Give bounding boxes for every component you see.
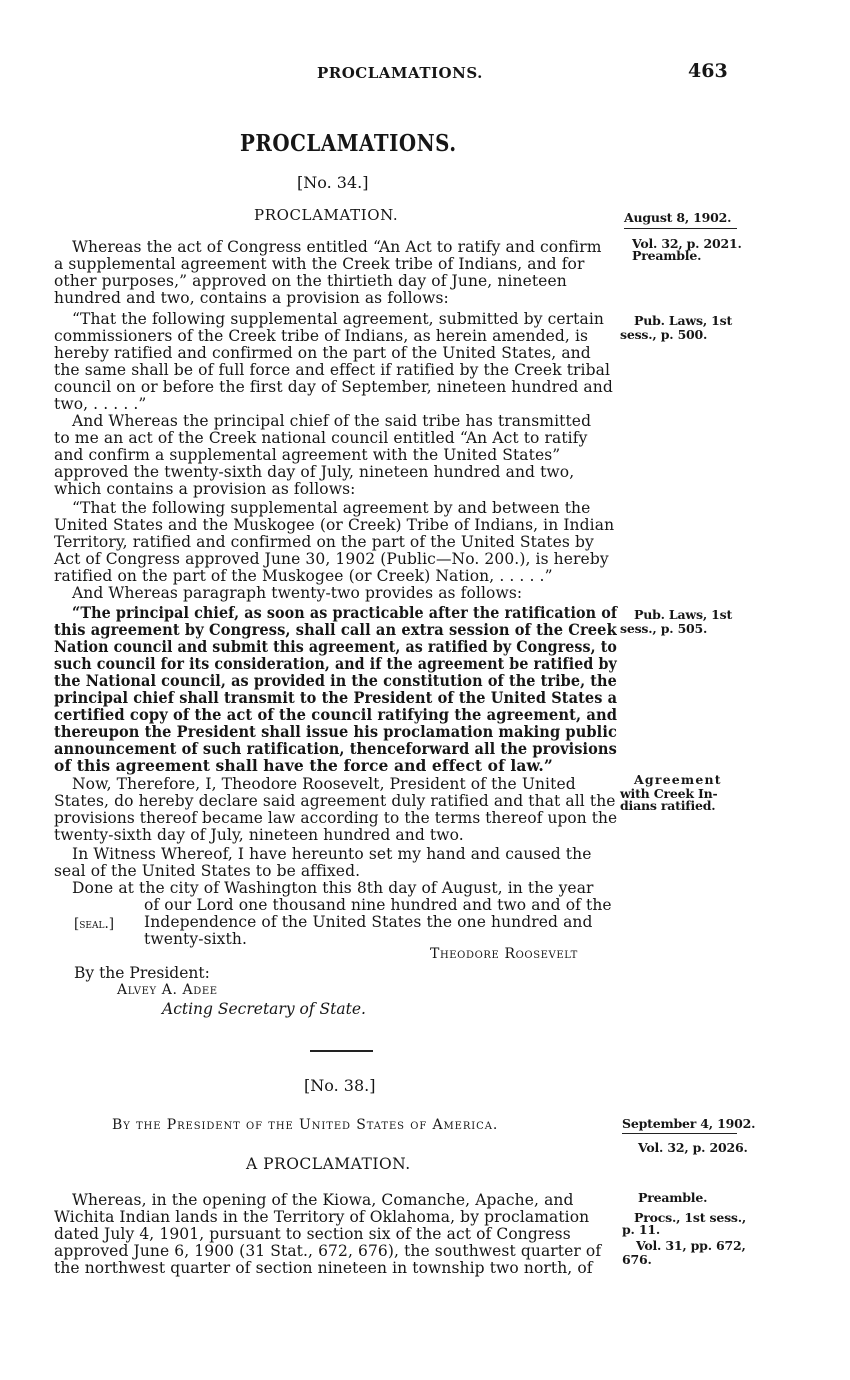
- text-line: “The principal chief, as soon as practicable after the ratification of: [72, 603, 618, 622]
- secretary-title: Acting Secretary of State.: [162, 1000, 366, 1018]
- proclamation-34-heading: PROCLAMATION.: [254, 206, 399, 224]
- text-line: And Whereas the principal chief of the said tribe has transmitted: [72, 412, 592, 430]
- margin-note: Vol. 32, p. 2026.: [638, 1140, 748, 1155]
- text-line: twenty-sixth.: [144, 930, 247, 948]
- margin-note: sess., p. 500.: [620, 327, 708, 342]
- text-line: Wichita Indian lands in the Territory of Oklahoma, by proclamation: [54, 1208, 590, 1226]
- secretary-name: Alvey A. Adee: [117, 982, 218, 998]
- text-line: approved June 6, 1900 (31 Stat., 672, 676), the southwest quarter of: [54, 1242, 602, 1260]
- text-line: In Witness Whereof, I have hereunto set my hand and caused the: [72, 845, 592, 863]
- margin-note: dians ratified.: [620, 798, 716, 813]
- text-line: “That the following supplemental agreement by and between the: [72, 499, 591, 517]
- text-line: to me an act of the Creek national council entitled “An Act to ratify: [54, 429, 588, 447]
- proclamation-34-date: August 8, 1902.: [624, 210, 732, 225]
- section-title: PROCLAMATIONS.: [240, 130, 457, 157]
- running-head-title: PROCLAMATIONS.: [317, 64, 483, 82]
- text-line: hereby ratified and confirmed on the part of the United States, and: [54, 344, 591, 362]
- text-line: and confirm a supplemental agreement with the United States”: [54, 446, 561, 464]
- text-line: Act of Congress approved June 30, 1902 (Public—No. 200.), is hereby: [54, 550, 609, 568]
- text-line: which contains a provision as follows:: [54, 480, 356, 498]
- text-line: other purposes,” approved on the thirtieth day of June, nineteen: [54, 272, 567, 290]
- margin-note: with Creek In-: [620, 786, 718, 801]
- margin-note: p. 11.: [622, 1222, 660, 1237]
- text-line: Independence of the United States the one hundred and: [144, 913, 593, 931]
- margin-note: Preamble.: [638, 1190, 708, 1205]
- proclamation-34-number: [No. 34.]: [297, 173, 369, 192]
- proclamation-38-heading: A PROCLAMATION.: [246, 1155, 411, 1173]
- page-number: 463: [688, 60, 728, 82]
- text-line: approved the twenty-sixth day of July, nineteen hundred and two,: [54, 463, 575, 481]
- text-line: two, . . . . .”: [54, 395, 147, 413]
- text-line: Whereas, in the opening of the Kiowa, Comanche, Apache, and: [72, 1191, 574, 1209]
- margin-note: Procs., 1st sess.,: [634, 1210, 747, 1225]
- margin-note: Preamble.: [632, 248, 702, 263]
- margin-note: 676.: [622, 1252, 652, 1267]
- signature: Theodore Roosevelt: [430, 946, 578, 962]
- text-line: seal of the United States to be affixed.: [54, 862, 361, 880]
- margin-note: Agreement: [634, 772, 722, 787]
- text-line: thereupon the President shall issue his proclamation making public: [54, 722, 617, 741]
- text-line: “That the following supplemental agreement, submitted by certain: [72, 310, 604, 328]
- date-rule: [622, 1133, 737, 1134]
- text-line: United States and the Muskogee (or Creek) Tribe of Indians, in Indian: [54, 516, 615, 534]
- text-line: of this agreement shall have the force and effect of law.”: [54, 756, 553, 775]
- text-line: ratified on the part of the Muskogee (or Creek) Nation, . . . . .”: [54, 567, 553, 585]
- by-the-president: By the President:: [74, 964, 210, 982]
- margin-note: sess., p. 505.: [620, 621, 708, 636]
- margin-note: Vol. 31, pp. 672,: [636, 1238, 746, 1253]
- date-rule: [624, 228, 737, 229]
- text-line: hundred and two, contains a provision as follows:: [54, 289, 449, 307]
- text-line: twenty-sixth day of July, nineteen hundred and two.: [54, 826, 464, 844]
- text-line: council on or before the first day of September, nineteen hundred and: [54, 378, 613, 396]
- section-divider: [310, 1050, 373, 1052]
- text-line: provisions thereof became law according to the terms thereof upon the: [54, 809, 618, 827]
- text-line: the National council, as provided in the constitution of the tribe, the: [54, 671, 617, 690]
- text-line: the northwest quarter of section nineteen in township two north, of: [54, 1259, 593, 1277]
- proclamation-38-number: [No. 38.]: [304, 1076, 376, 1095]
- text-line: dated July 4, 1901, pursuant to section six of the act of Congress: [54, 1225, 571, 1243]
- proclamation-38-issuer: By the President of the United States of America.: [112, 1117, 499, 1133]
- text-line: Whereas the act of Congress entitled “An Act to ratify and confirm: [72, 238, 602, 256]
- seal-mark: [seal.]: [74, 916, 115, 932]
- text-line: this agreement by Congress, shall call an extra session of the Creek: [54, 620, 617, 639]
- text-line: States, do hereby declare said agreement duly ratified and that all the: [54, 792, 616, 810]
- text-line: a supplemental agreement with the Creek tribe of Indians, and for: [54, 255, 585, 273]
- proclamation-38-date: September 4, 1902.: [622, 1116, 756, 1131]
- text-line: Territory, ratified and confirmed on the part of the United States by: [54, 533, 594, 551]
- text-line: principal chief shall transmit to the President of the United States a: [54, 688, 618, 707]
- text-line: certified copy of the act of the council ratifying the agreement, and: [54, 705, 618, 724]
- text-line: Done at the city of Washington this 8th day of August, in the year: [72, 879, 594, 897]
- margin-note: Pub. Laws, 1st: [634, 607, 733, 622]
- text-line: such council for its consideration, and if the agreement be ratified by: [54, 654, 617, 673]
- text-line: And Whereas paragraph twenty-two provides as follows:: [72, 584, 523, 602]
- margin-note: Pub. Laws, 1st: [634, 313, 733, 328]
- margin-note: Vol. 32, p. 2021.: [632, 236, 742, 251]
- text-line: the same shall be of full force and effect if ratified by the Creek tribal: [54, 361, 611, 379]
- text-line: Now, Therefore, I, Theodore Roosevelt, President of the United: [72, 775, 576, 793]
- text-line: announcement of such ratification, thenceforward all the provisions: [54, 739, 617, 758]
- text-line: of our Lord one thousand nine hundred and two and of the: [144, 896, 612, 914]
- text-line: Nation council and submit this agreement, as ratified by Congress, to: [54, 637, 617, 656]
- text-line: commissioners of the Creek tribe of Indians, as herein amended, is: [54, 327, 589, 345]
